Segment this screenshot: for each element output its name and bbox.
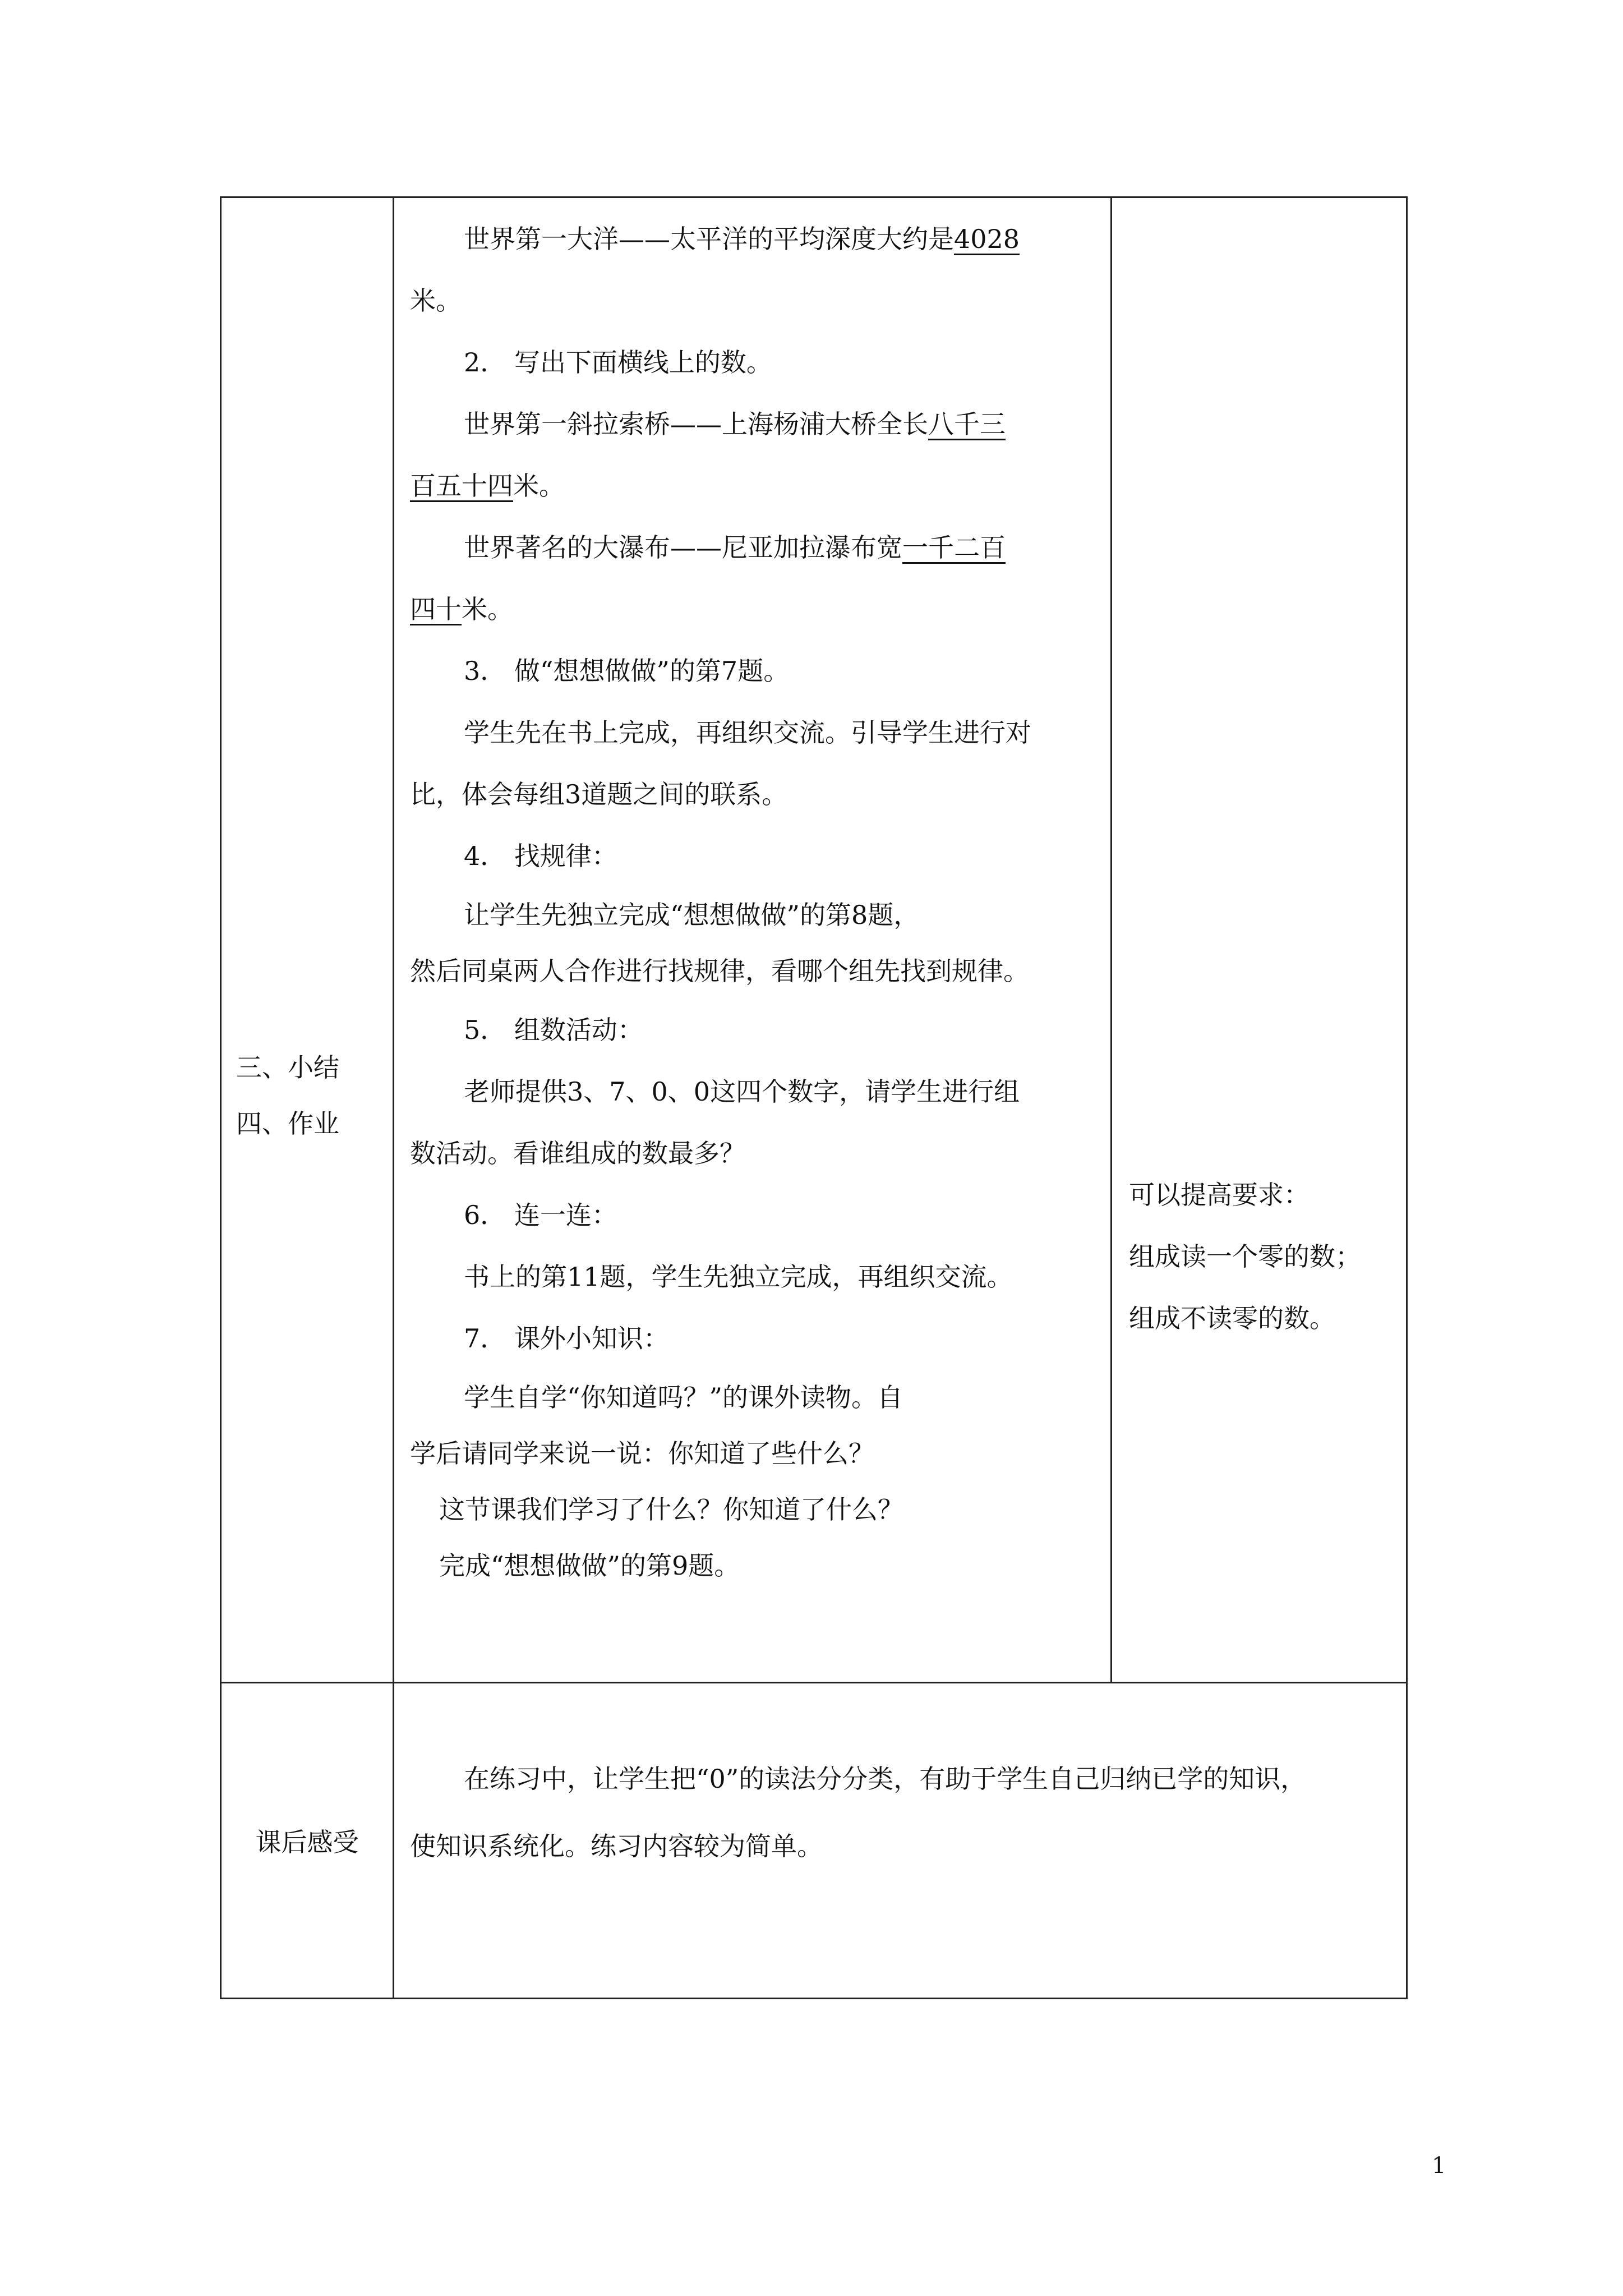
content-line: 学生自学“你知道吗？”的课外读物。自 [464, 1382, 903, 1412]
lesson-plan-table [220, 196, 1408, 1999]
underlined-number: 百五十四 [410, 471, 513, 501]
reflection-label: 课后感受 [255, 1827, 359, 1857]
teacher-note-line: 组成读一个零的数； [1129, 1241, 1361, 1272]
teacher-note-line: 组成不读零的数。 [1129, 1303, 1335, 1333]
lesson-content-cell [394, 197, 1112, 1683]
exercise-heading: 6． 连一连： [464, 1200, 617, 1230]
reflection-text-line: 使知识系统化。练习内容较为简单。 [410, 1831, 823, 1861]
content-line: 米。 [410, 286, 462, 316]
section-label-cell [221, 197, 394, 1683]
lesson-main-row [221, 197, 1407, 1683]
content-line: 书上的第11题，学生先独立完成，再组织交流。 [464, 1262, 1013, 1292]
exercise-heading: 5． 组数活动： [464, 1015, 643, 1045]
underlined-number: 四十 [410, 594, 462, 624]
content-line: 百五十四米。 [410, 471, 565, 501]
content-line: 老师提供3、7、0、0这四个数字，请学生进行组 [464, 1076, 1020, 1107]
content-line: 数活动。看谁组成的数最多？ [410, 1138, 745, 1168]
exercise-heading: 4． 找规律： [464, 841, 617, 871]
content-line: 比，体会每组3道题之间的联系。 [410, 779, 788, 809]
exercise-heading: 2． 写出下面横线上的数。 [464, 347, 772, 378]
content-line: 四十米。 [410, 594, 513, 624]
reflection-text-cell [394, 1683, 1407, 1999]
content-line: 学后请同学来说一说：你知道了些什么？ [410, 1438, 874, 1469]
section-label-homework: 四、作业 [236, 1108, 339, 1139]
content-line: 世界著名的大瀑布——尼亚加拉瀑布宽一千二百 [464, 532, 1006, 563]
teacher-note-line: 可以提高要求： [1129, 1180, 1310, 1210]
exercise-heading: 3． 做“想想做做”的第7题。 [464, 656, 790, 686]
reflection-text-line: 在练习中，让学生把“0”的读法分分类，有助于学生自己归纳已学的知识， [464, 1764, 1307, 1794]
reflection-label-cell [221, 1683, 394, 1999]
underlined-number: 八千三 [928, 409, 1006, 439]
content-line: 完成“想想做做”的第9题。 [439, 1550, 740, 1581]
content-line: 这节课我们学习了什么？你知道了什么？ [439, 1494, 903, 1525]
underlined-number: 一千二百 [902, 532, 1006, 563]
section-label-summary: 三、小结 [236, 1052, 339, 1083]
page-number: 1 [1432, 2153, 1446, 2179]
content-line: 世界第一斜拉索桥——上海杨浦大桥全长八千三 [464, 409, 1006, 439]
content-line: 学生先在书上完成，再组织交流。引导学生进行对 [464, 717, 1031, 748]
content-line: 让学生先独立完成“想想做做”的第8题， [464, 900, 920, 930]
underlined-number: 4028 [954, 224, 1020, 254]
teacher-note-cell [1112, 197, 1407, 1683]
reflection-row [221, 1683, 1407, 1999]
content-line: 世界第一大洋——太平洋的平均深度大约是4028 [464, 224, 1020, 254]
exercise-heading: 7． 课外小知识： [464, 1323, 669, 1354]
content-line: 然后同桌两人合作进行找规律，看哪个组先找到规律。 [410, 956, 1029, 986]
